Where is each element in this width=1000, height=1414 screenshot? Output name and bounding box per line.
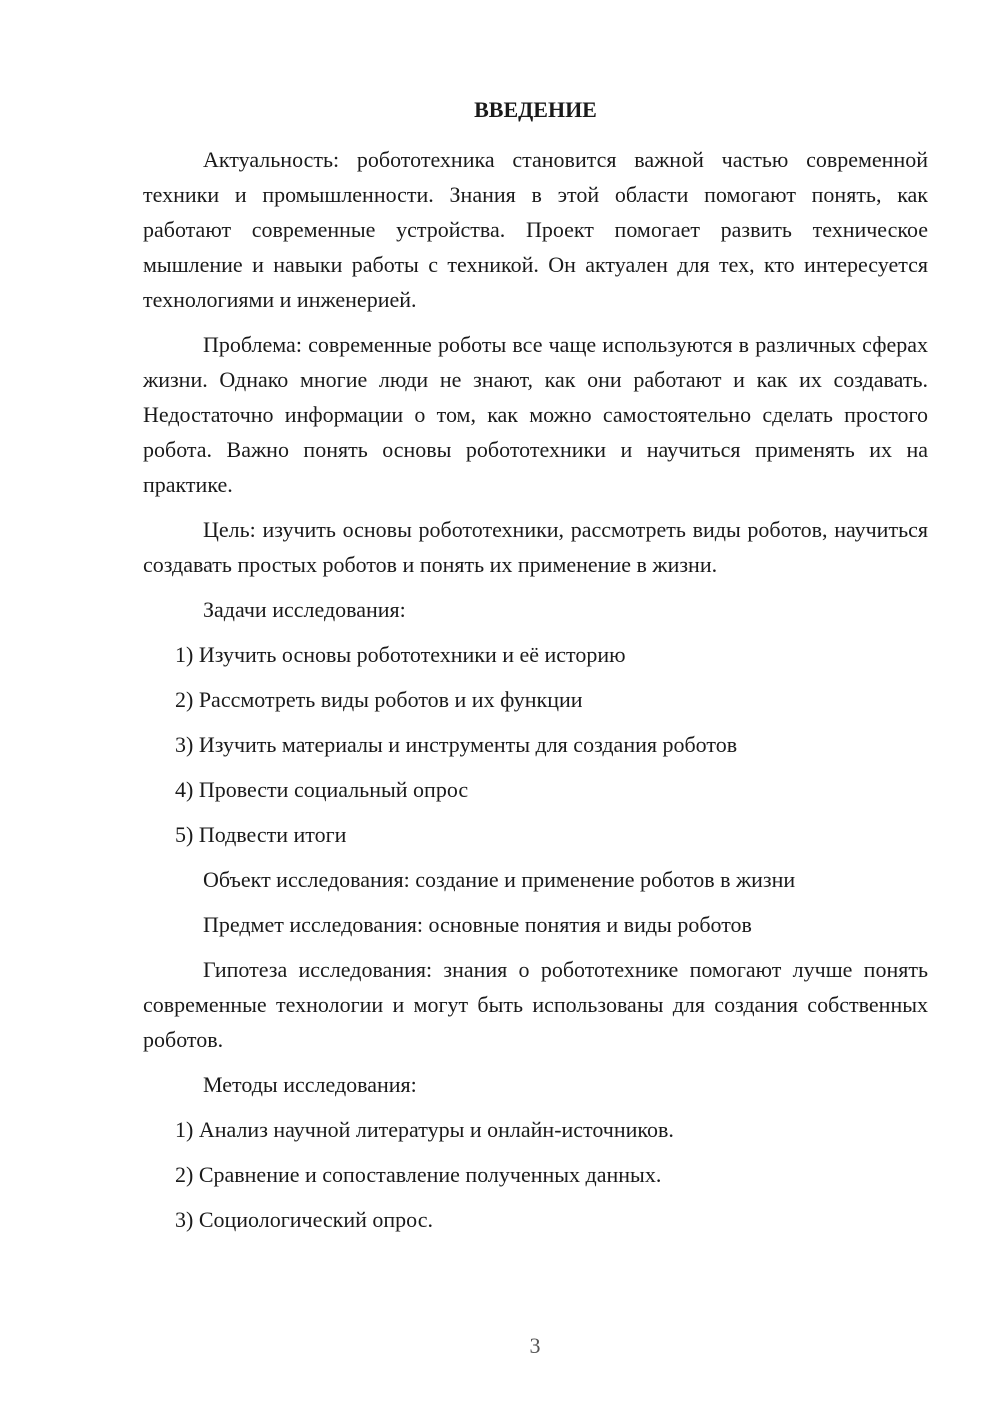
list-item: 3) Социологический опрос. xyxy=(175,1207,433,1232)
object-line: Объект исследования: создание и применение роботов в жизни xyxy=(203,867,796,892)
list-item: 3) Изучить материалы и инструменты для создания роботов xyxy=(175,732,738,757)
list-item: 2) Рассмотреть виды роботов и их функции xyxy=(175,687,583,712)
page-title: ВВЕДЕНИЕ xyxy=(474,97,597,122)
hypothesis-paragraph: Гипотеза исследования: знания о робототехнике помогают лучше понять современные технологии и могут быть использованы для создания собственных роботов. xyxy=(143,957,928,1052)
page-number: 3 xyxy=(529,1333,541,1358)
list-item: 5) Подвести итоги xyxy=(175,822,347,847)
methods-heading: Методы исследования: xyxy=(203,1072,417,1097)
list-item: 1) Изучить основы робототехники и её историю xyxy=(175,642,626,667)
tasks-list xyxy=(143,637,928,852)
list-item: 4) Провести социальный опрос xyxy=(175,777,469,802)
goal-paragraph: Цель: изучить основы робототехники, рассмотреть виды роботов, научиться создавать простых роботов и понять их применение в жизни. xyxy=(143,517,928,577)
list-item: 2) Сравнение и сопоставление полученных данных. xyxy=(175,1162,662,1187)
document-page xyxy=(143,92,928,1247)
relevance-paragraph: Актуальность: робототехника становится важной частью современной техники и промышленности. Знания в этой области помогают понять, как работают современные устройства. Проект помогает развить техническое мышление и навыки работы с техникой. Он актуален для тех, кто интересуется технологиями и инженерией. xyxy=(143,147,928,312)
tasks-heading: Задачи исследования: xyxy=(203,597,406,622)
problem-paragraph: Проблема: современные роботы все чаще используются в различных сферах жизни. Однако многие люди не знают, как они работают и как их создавать. Недостаточно информации о том, как можно самостоятельно сделать простого робота. Важно понять основы робототехники и научиться применять их на практике. xyxy=(143,332,928,497)
methods-list xyxy=(143,1112,928,1237)
list-item: 1) Анализ научной литературы и онлайн-источников. xyxy=(175,1117,674,1142)
subject-line: Предмет исследования: основные понятия и виды роботов xyxy=(203,912,752,937)
